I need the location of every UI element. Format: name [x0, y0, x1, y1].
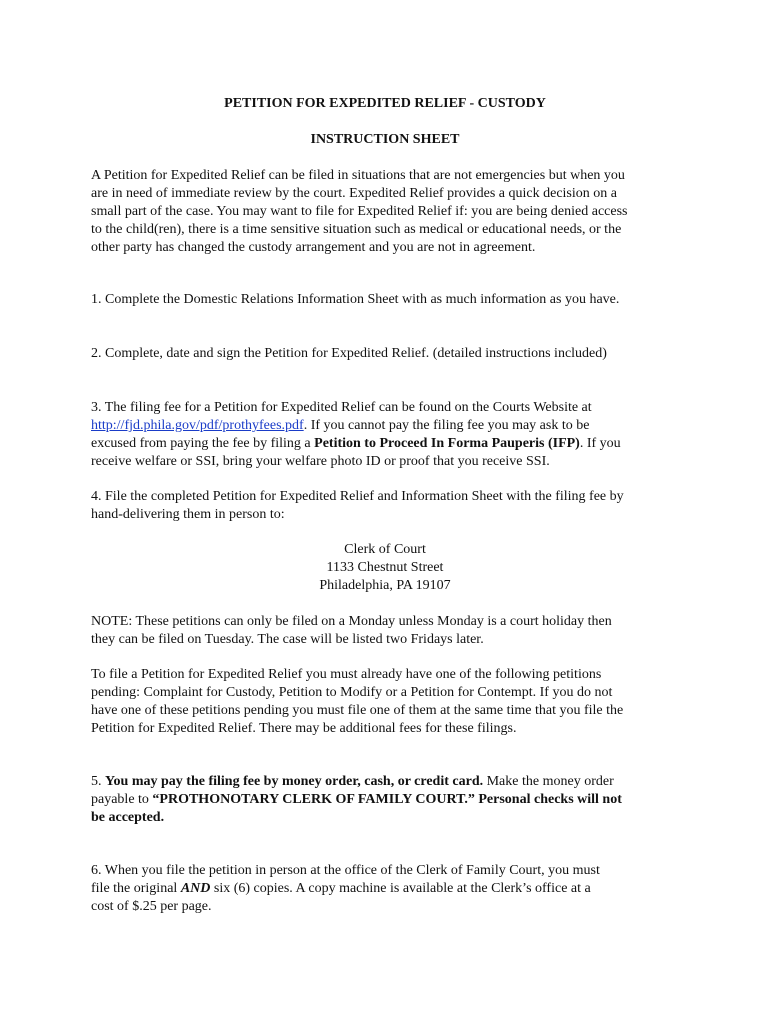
step-5-line — [91, 773, 691, 791]
step-5-fragment: Make the money order — [483, 774, 614, 789]
address-line: Clerk of Court — [344, 542, 426, 557]
step-6-line — [91, 880, 691, 898]
step-5-fragment: payable to — [91, 792, 153, 807]
step-3-fragment: . If you cannot pay the filing fee you may ask to be — [303, 418, 590, 433]
intro-line: A Petition for Expedited Relief can be filed in situations that are not emergencies but when you — [91, 168, 625, 183]
step-5-bold: “PROTHONOTARY CLERK OF FAMILY COURT.” Personal checks will not — [152, 792, 622, 807]
intro-paragraph — [91, 167, 691, 257]
step-5-line — [91, 809, 691, 827]
pending-line: Petition for Expedited Relief. There may be additional fees for these filings. — [91, 721, 517, 736]
step-5-line — [91, 791, 691, 809]
intro-line: other party has changed the custody arrangement and you are not in agreement. — [91, 240, 536, 255]
step-1-text: 1. Complete the Domestic Relations Information Sheet with as much information as you have. — [91, 292, 620, 307]
step-5-bold: be accepted. — [91, 810, 165, 825]
step-3-line — [91, 435, 691, 453]
address-line: 1133 Chestnut Street — [326, 560, 444, 575]
step-5 — [91, 773, 691, 827]
step-6-line: 6. When you file the petition in person at the office of the Clerk of Family Court, you must — [91, 863, 600, 878]
step-1 — [91, 291, 691, 309]
step-3-line — [91, 417, 691, 435]
pending-paragraph — [91, 666, 691, 738]
step-2 — [91, 345, 691, 363]
fees-link[interactable]: http://fjd.phila.gov/pdf/prothyfees.pdf — [91, 418, 304, 433]
step-6-emphasis: AND — [180, 881, 211, 896]
address-line: Philadelphia, PA 19107 — [319, 578, 451, 593]
step-3-line: receive welfare or SSI, bring your welfare photo ID or proof that you receive SSI. — [91, 454, 550, 469]
step-5-bold: You may pay the filing fee by money order, cash, or credit card. — [105, 774, 484, 789]
intro-line: are in need of immediate review by the court. Expedited Relief provides a quick decision on a — [91, 186, 617, 201]
pending-line: To file a Petition for Expedited Relief you must already have one of the following petitions — [91, 667, 602, 682]
pending-line: have one of these petitions pending you must file one of them at the same time that you file the — [91, 703, 624, 718]
note-paragraph — [91, 613, 691, 649]
step-3-fragment: excused from paying the fee by filing a — [91, 436, 315, 451]
step-4-line: 4. File the completed Petition for Expedited Relief and Information Sheet with the filing fee by — [91, 489, 624, 504]
pending-line: pending: Complaint for Custody, Petition to Modify or a Petition for Contempt. If you do not — [91, 685, 613, 700]
ifp-petition-name: Petition to Proceed In Forma Pauperis (IFP) — [314, 436, 580, 451]
intro-line: small part of the case. You may want to file for Expedited Relief if: you are being denied access — [91, 204, 628, 219]
step-4 — [91, 488, 691, 524]
step-2-text: 2. Complete, date and sign the Petition for Expedited Relief. (detailed instructions included) — [91, 346, 607, 361]
step-4-line: hand-delivering them in person to: — [91, 507, 285, 522]
step-3-fragment: . If you — [579, 436, 621, 451]
step-6-line: cost of $.25 per page. — [91, 899, 212, 914]
intro-line: to the child(ren), there is a time sensitive situation such as medical or educational needs, or the — [91, 222, 622, 237]
step-3 — [91, 399, 691, 471]
step-6-fragment: file the original — [91, 881, 181, 896]
step-5-number: 5. — [91, 774, 105, 789]
step-6 — [91, 862, 691, 916]
note-line: NOTE: These petitions can only be filed on a Monday unless Monday is a court holiday then — [91, 614, 612, 629]
note-line: they can be filed on Tuesday. The case will be listed two Fridays later. — [91, 632, 484, 647]
step-3-line: 3. The filing fee for a Petition for Expedited Relief can be found on the Courts Website at — [91, 400, 592, 415]
step-6-fragment: six (6) copies. A copy machine is available at the Clerk’s office at a — [210, 881, 591, 896]
document-subtitle: INSTRUCTION SHEET — [310, 132, 460, 147]
document-title: PETITION FOR EXPEDITED RELIEF - CUSTODY — [224, 96, 546, 111]
court-address — [0, 541, 770, 595]
